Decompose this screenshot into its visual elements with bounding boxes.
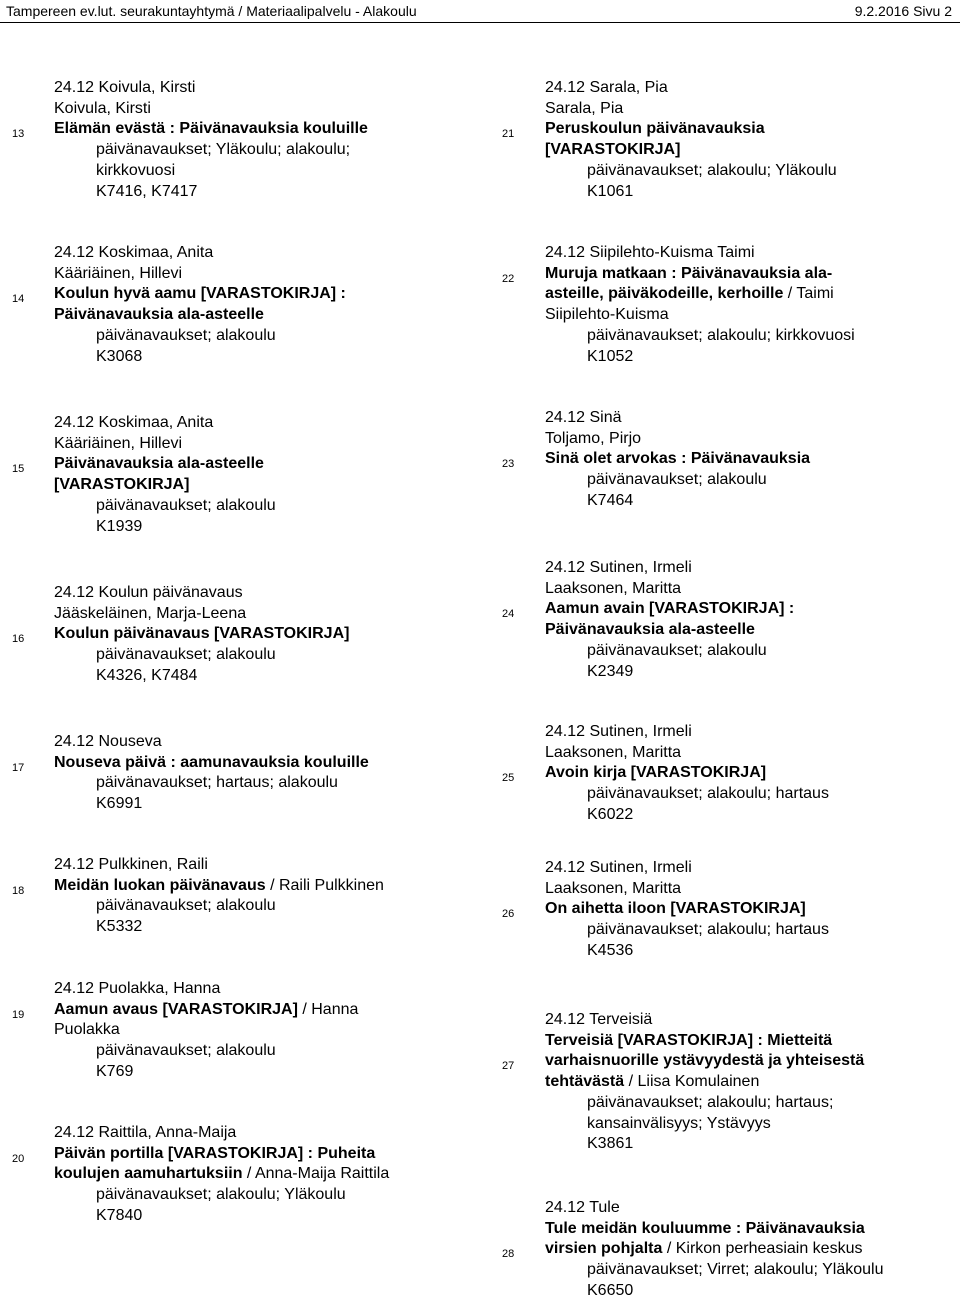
entry-subject-line xyxy=(96,517,142,538)
entry-line-text: päivänavaukset; alakoulu; kirkkovuosi xyxy=(587,326,855,344)
entry-line-suffix: / Hanna xyxy=(297,1000,359,1018)
entry-line-text: Koivula, Kirsti xyxy=(54,99,151,117)
entry-subject-line xyxy=(587,161,837,182)
entry-subject-line xyxy=(587,1093,833,1114)
entry-line-text: koulujen aamuhartuksiin xyxy=(54,1165,243,1183)
entry-line-suffix: / Kirkon perheasiain keskus xyxy=(662,1240,863,1258)
entry-title-line xyxy=(545,284,834,305)
entry-number: 23 xyxy=(502,458,515,471)
entry-line-text: kirkkovuosi xyxy=(96,161,176,179)
entry-title-line xyxy=(54,1000,358,1021)
entry-title-line xyxy=(545,1072,759,1093)
entry-line-text: K6022 xyxy=(587,805,634,823)
entry-subject-line xyxy=(96,794,142,815)
entry-subject-line xyxy=(587,784,829,805)
entry-subject-line xyxy=(587,941,633,962)
entry-line-text: Puolakka xyxy=(54,1021,120,1039)
entry-line-text: päivänavaukset; alakoulu xyxy=(587,471,767,489)
entry-line-text: Päivän portilla [VARASTOKIRJA] : Puheita xyxy=(54,1144,376,1162)
entry-number: 24 xyxy=(502,608,515,621)
entry-subject-line xyxy=(587,641,767,662)
entry-subject-line xyxy=(587,1114,771,1135)
entry-line-text: 24.12 Pulkkinen, Raili xyxy=(54,856,208,873)
entry-line-text: Koulun hyvä aamu [VARASTOKIRJA] : xyxy=(54,285,346,303)
entry-line-text: asteille, päiväkodeille, kerhoille xyxy=(545,285,784,303)
entry-subject-line xyxy=(587,182,633,203)
entry-number: 17 xyxy=(12,761,25,774)
entry-title-line xyxy=(54,1164,389,1185)
entry-author-line xyxy=(545,1198,620,1219)
entry-line-text: 24.12 Koskimaa, Anita xyxy=(54,244,214,261)
entry-subject-line xyxy=(96,140,350,161)
entry-subject-line xyxy=(96,326,276,347)
entry-line-text: K4326, K7484 xyxy=(96,666,198,684)
entry-line-text: Avoin kirja [VARASTOKIRJA] xyxy=(545,764,767,782)
entry-number: 20 xyxy=(12,1152,25,1165)
entry-line-text: päivänavaukset; Virret; alakoulu; Yläkoulu xyxy=(587,1261,884,1279)
entry-line-text: 24.12 Nouseva xyxy=(54,733,162,750)
entry-line-text: K7840 xyxy=(96,1206,143,1224)
entry-subject-line xyxy=(96,1041,276,1062)
entry-author-line xyxy=(545,558,692,579)
entry-line-text: Toljamo, Pirjo xyxy=(545,429,642,447)
page-header xyxy=(0,0,960,22)
entry-subject-line xyxy=(587,662,633,683)
entry-author-line xyxy=(54,855,208,876)
entry-line-text: K4536 xyxy=(587,941,634,959)
entry-line-text: kansainvälisyys; Ystävyys xyxy=(587,1114,771,1132)
entry-author-line xyxy=(54,264,182,285)
entry-line-text: Meidän luokan päivänavaus xyxy=(54,876,266,894)
entry-subject-line xyxy=(96,666,197,687)
entry-title-line xyxy=(54,475,189,496)
entry-line-text: 24.12 Tule xyxy=(545,1199,620,1216)
entry-line-text: Kääriäinen, Hillevi xyxy=(54,264,183,282)
entry-line-text: Laaksonen, Maritta xyxy=(545,743,682,761)
entry-subject-line xyxy=(587,1134,633,1155)
entry-title-line xyxy=(54,284,346,305)
entry-line-text: 24.12 Sutinen, Irmeli xyxy=(545,723,692,740)
entry-line-text: Aamun avain [VARASTOKIRJA] : xyxy=(545,600,795,618)
entry-title-line xyxy=(545,449,810,470)
entry-author-line xyxy=(54,979,220,1000)
entry-line-text: päivänavaukset; Yläkoulu; alakoulu; xyxy=(96,141,351,159)
entry-subject-line xyxy=(96,182,197,203)
entry-line-text: Nouseva päivä : aamunavauksia kouluille xyxy=(54,753,369,771)
entry-author-line xyxy=(545,243,755,264)
entry-line-text: 24.12 Raittila, Anna-Maija xyxy=(54,1124,237,1141)
entry-line-text: Sinä olet arvokas : Päivänavauksia xyxy=(545,450,811,468)
entry-line-text: Elämän evästä : Päivänavauksia kouluille xyxy=(54,120,368,138)
entry-author-line xyxy=(545,743,681,764)
entry-title-line xyxy=(54,753,369,774)
entry-author-line xyxy=(54,413,213,434)
entry-author-line xyxy=(545,305,669,326)
entry-line-text: Terveisiä [VARASTOKIRJA] : Mietteitä xyxy=(545,1031,833,1049)
entry-line-text: päivänavaukset; alakoulu; Yläkoulu xyxy=(587,161,837,179)
entry-line-suffix: / Taimi xyxy=(783,285,834,303)
entry-subject-line xyxy=(96,645,276,666)
entry-author-line xyxy=(545,579,681,600)
entry-subject-line xyxy=(96,1062,133,1083)
entry-number: 19 xyxy=(12,1008,25,1021)
entry-subject-line xyxy=(587,1260,883,1281)
header-title: Tampereen ev.lut. seurakuntayhtymä / Materiaalipalvelu - Alakoulu xyxy=(6,3,417,19)
entry-title-line xyxy=(54,119,368,140)
entry-title-line xyxy=(545,899,806,920)
entry-line-text: varhaisnuorille ystävyydestä ja yhteisestä xyxy=(545,1052,865,1070)
entry-number: 25 xyxy=(502,772,515,785)
entry-line-text: On aihetta iloon [VARASTOKIRJA] xyxy=(545,900,806,918)
entry-author-line xyxy=(54,732,162,753)
entry-author-line xyxy=(54,243,213,264)
entry-line-text: 24.12 Puolakka, Hanna xyxy=(54,980,221,997)
entry-line-text: päivänavaukset; alakoulu xyxy=(96,897,276,915)
entry-line-text: K6650 xyxy=(587,1281,634,1299)
entry-line-suffix: / Raili Pulkkinen xyxy=(265,876,384,894)
entry-line-text: Sarala, Pia xyxy=(545,99,624,117)
entry-author-line xyxy=(545,722,692,743)
entry-subject-line xyxy=(587,470,767,491)
entry-title-line xyxy=(545,1239,862,1260)
entry-number: 26 xyxy=(502,908,515,921)
entry-line-text: päivänavaukset; alakoulu xyxy=(96,496,276,514)
entry-author-line xyxy=(54,1123,236,1144)
entry-subject-line xyxy=(587,491,633,512)
entry-author-line xyxy=(545,408,622,429)
entry-author-line xyxy=(545,1010,652,1031)
entry-line-text: K6991 xyxy=(96,795,143,813)
entry-title-line xyxy=(545,1031,832,1052)
entry-title-line xyxy=(545,140,680,161)
entry-title-line xyxy=(54,876,384,897)
entry-subject-line xyxy=(587,920,829,941)
entry-line-text: K7416, K7417 xyxy=(96,182,198,200)
entry-subject-line xyxy=(96,496,276,517)
entry-author-line xyxy=(54,99,151,120)
entry-line-text: Laaksonen, Maritta xyxy=(545,579,682,597)
entry-title-line xyxy=(545,119,765,140)
entry-line-suffix: / Liisa Komulainen xyxy=(624,1073,760,1091)
entry-line-text: tehtävästä xyxy=(545,1073,625,1091)
entry-line-text: virsien pohjalta xyxy=(545,1240,663,1258)
entry-author-line xyxy=(54,434,182,455)
entry-line-text: päivänavaukset; alakoulu xyxy=(96,646,276,664)
entry-subject-line xyxy=(96,917,142,938)
entry-subject-line xyxy=(587,347,633,368)
entry-line-text: päivänavaukset; alakoulu xyxy=(587,641,767,659)
entry-title-line xyxy=(545,1051,864,1072)
entry-line-text: K7464 xyxy=(587,491,634,509)
header-rule xyxy=(0,22,960,23)
entry-line-text: K3068 xyxy=(96,347,143,365)
entry-line-text: Päivänavauksia ala-asteelle xyxy=(54,455,264,473)
entry-number: 15 xyxy=(12,463,25,476)
entry-line-text: K2349 xyxy=(587,662,634,680)
entry-line-text: Muruja matkaan : Päivänavauksia ala- xyxy=(545,264,833,282)
entry-title-line xyxy=(545,264,832,285)
entry-line-text: päivänavaukset; alakoulu xyxy=(96,1042,276,1060)
entry-subject-line xyxy=(587,326,855,347)
entry-line-text: päivänavaukset; alakoulu; Yläkoulu xyxy=(96,1186,346,1204)
entry-line-text: K769 xyxy=(96,1062,134,1080)
entry-subject-line xyxy=(96,1206,142,1227)
entry-line-text: Kääriäinen, Hillevi xyxy=(54,434,183,452)
entry-line-text: K1939 xyxy=(96,517,143,535)
entry-line-text: Laaksonen, Maritta xyxy=(545,879,682,897)
entry-number: 18 xyxy=(12,884,25,897)
entry-title-line xyxy=(545,620,755,641)
entry-line-text: 24.12 Koivula, Kirsti xyxy=(54,79,196,96)
entry-subject-line xyxy=(96,347,142,368)
entry-line-text: [VARASTOKIRJA] xyxy=(54,476,190,494)
entry-line-suffix: / Anna-Maija Raittila xyxy=(242,1165,390,1183)
entry-line-text: 24.12 Sutinen, Irmeli xyxy=(545,859,692,876)
entry-subject-line xyxy=(96,161,175,182)
entry-title-line xyxy=(54,1144,375,1165)
entry-title-line xyxy=(54,305,264,326)
entry-number: 27 xyxy=(502,1060,515,1073)
entry-line-text: Tule meidän kouluumme : Päivänavauksia xyxy=(545,1219,865,1237)
entry-number: 22 xyxy=(502,272,515,285)
entry-author-line xyxy=(545,879,681,900)
header-date-page: 9.2.2016 Sivu 2 xyxy=(854,3,952,19)
entry-line-text: K1061 xyxy=(587,182,634,200)
entry-author-line xyxy=(545,99,623,120)
entry-line-text: päivänavaukset; alakoulu xyxy=(96,326,276,344)
entry-line-text: 24.12 Terveisiä xyxy=(545,1011,653,1028)
entry-title-line xyxy=(545,599,794,620)
entry-author-line xyxy=(545,858,692,879)
entry-line-text: Jääskeläinen, Marja-Leena xyxy=(54,604,247,622)
entry-title-line xyxy=(545,763,766,784)
entry-line-text: 24.12 Koskimaa, Anita xyxy=(54,414,214,431)
entry-line-text: päivänavaukset; alakoulu; hartaus xyxy=(587,785,829,803)
entry-subject-line xyxy=(96,773,338,794)
entry-line-text: 24.12 Siipilehto-Kuisma Taimi xyxy=(545,244,755,261)
entry-author-line xyxy=(54,583,243,604)
entry-line-text: 24.12 Sutinen, Irmeli xyxy=(545,559,692,576)
entry-subject-line xyxy=(587,1281,633,1302)
entry-line-text: Siipilehto-Kuisma xyxy=(545,306,669,324)
entry-number: 28 xyxy=(502,1248,515,1261)
entry-title-line xyxy=(54,454,264,475)
entry-line-text: Päivänavauksia ala-asteelle xyxy=(54,306,264,324)
entry-line-text: Päivänavauksia ala-asteelle xyxy=(545,621,755,639)
entry-line-text: [VARASTOKIRJA] xyxy=(545,141,681,159)
entry-line-text: 24.12 Sarala, Pia xyxy=(545,79,668,96)
entry-line-text: K5332 xyxy=(96,918,143,936)
entry-line-text: Aamun avaus [VARASTOKIRJA] xyxy=(54,1000,298,1018)
entry-line-text: Peruskoulun päivänavauksia xyxy=(545,120,765,138)
entry-line-text: 24.12 Sinä xyxy=(545,409,622,426)
entry-number: 13 xyxy=(12,128,25,141)
entry-line-text: päivänavaukset; hartaus; alakoulu xyxy=(96,774,338,792)
entry-author-line xyxy=(545,429,641,450)
entry-number: 14 xyxy=(12,293,25,306)
entry-line-text: K1052 xyxy=(587,347,634,365)
entry-line-text: päivänavaukset; alakoulu; hartaus; xyxy=(587,1093,834,1111)
entry-subject-line xyxy=(587,805,633,826)
entry-title-line xyxy=(54,624,349,645)
entry-number: 16 xyxy=(12,633,25,646)
entry-author-line xyxy=(54,78,195,99)
entry-title-line xyxy=(545,1219,865,1240)
entry-subject-line xyxy=(96,896,276,917)
entry-line-text: K3861 xyxy=(587,1135,634,1153)
entry-author-line xyxy=(545,78,668,99)
entry-line-text: päivänavaukset; alakoulu; hartaus xyxy=(587,921,829,939)
entry-number: 21 xyxy=(502,128,515,141)
entry-author-line xyxy=(54,604,246,625)
entry-subject-line xyxy=(96,1185,346,1206)
entry-line-text: 24.12 Koulun päivänavaus xyxy=(54,584,243,601)
entry-author-line xyxy=(54,1020,120,1041)
entry-line-text: Koulun päivänavaus [VARASTOKIRJA] xyxy=(54,625,350,643)
